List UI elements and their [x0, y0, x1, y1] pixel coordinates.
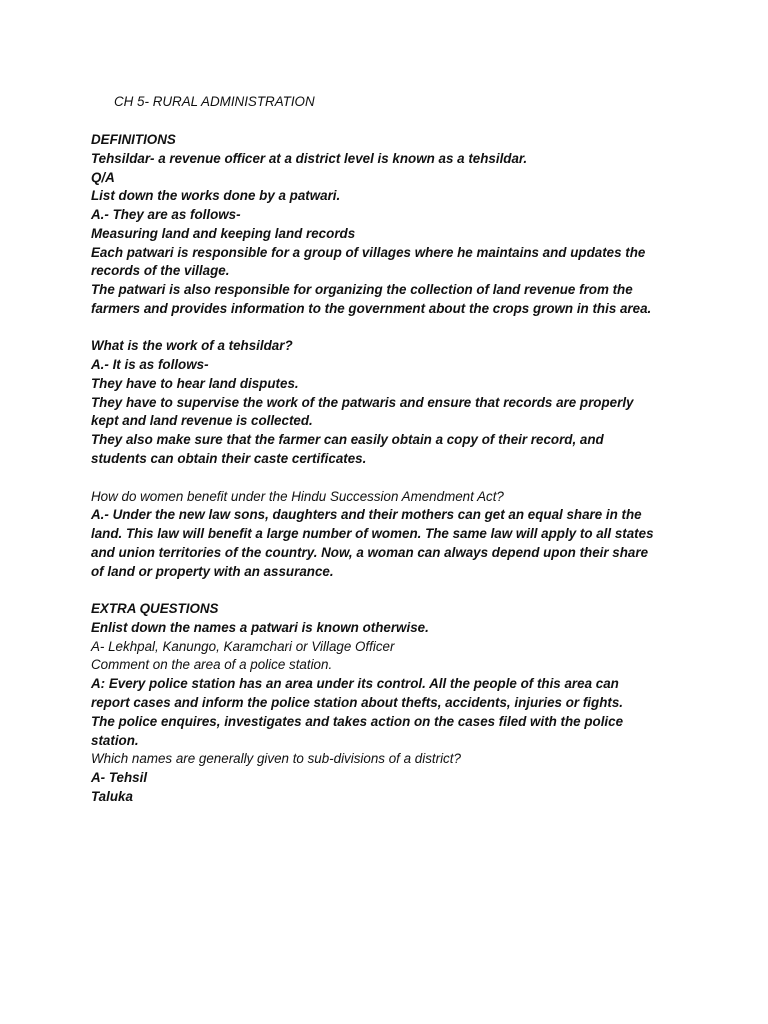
text-line: Taluka [91, 788, 133, 804]
text-line: The patwari is also responsible for organizing the collection of land revenue from the [91, 282, 633, 298]
text-line: report cases and inform the police station about thefts, accidents, injuries or fights. [91, 694, 623, 710]
text-line: students can obtain their caste certificates. [91, 451, 367, 467]
text-line: A.- Under the new law sons, daughters and their mothers can get an equal share in the [91, 507, 642, 523]
text-line: A: Every police station has an area under its control. All the people of this area can [91, 676, 619, 692]
document-body [91, 131, 691, 807]
text-line: EXTRA QUESTIONS [91, 601, 219, 617]
text-line: The police enquires, investigates and takes action on the cases filed with the police [91, 713, 624, 729]
text-line: Comment on the area of a police station. [91, 657, 333, 673]
text-line: Which names are generally given to sub-divisions of a district? [91, 751, 461, 767]
text-line: and union territories of the country. Now, a woman can always depend upon their share [91, 544, 649, 560]
text-line: records of the village. [91, 263, 230, 279]
text-line: land. This law will benefit a large number of women. The same law will apply to all states [91, 526, 654, 542]
text-line: station. [91, 732, 139, 748]
text-line: Tehsildar- a revenue officer at a district level is known as a tehsildar. [91, 150, 528, 166]
text-line: A- Tehsil [91, 770, 148, 786]
text-line: They have to hear land disputes. [91, 375, 299, 391]
text-line: They also make sure that the farmer can easily obtain a copy of their record, and [91, 432, 604, 448]
blank-line [91, 469, 691, 488]
text-line: A.- They are as follows- [91, 207, 241, 223]
text-line: List down the works done by a patwari. [91, 188, 341, 204]
blank-line [91, 581, 691, 600]
text-line: A.- It is as follows- [91, 357, 209, 373]
document-title: CH 5- RURAL ADMINISTRATION [114, 94, 315, 109]
text-line: What is the work of a tehsildar? [91, 338, 293, 354]
text-line: How do women benefit under the Hindu Succession Amendment Act? [91, 488, 504, 504]
text-line: kept and land revenue is collected. [91, 413, 313, 429]
text-line: farmers and provides information to the government about the crops grown in this area. [91, 300, 652, 316]
text-line: of land or property with an assurance. [91, 563, 334, 579]
text-line: Measuring land and keeping land records [91, 225, 356, 241]
text-line: They have to supervise the work of the patwaris and ensure that records are properly [91, 394, 634, 410]
text-line: DEFINITIONS [91, 132, 176, 147]
blank-line [91, 319, 691, 338]
text-line: Enlist down the names a patwari is known otherwise. [91, 619, 429, 635]
text-line: Each patwari is responsible for a group of villages where he maintains and updates the [91, 244, 646, 260]
text-line: Q/A [91, 169, 115, 185]
text-line: A- Lekhpal, Kanungo, Karamchari or Village Officer [91, 638, 395, 654]
